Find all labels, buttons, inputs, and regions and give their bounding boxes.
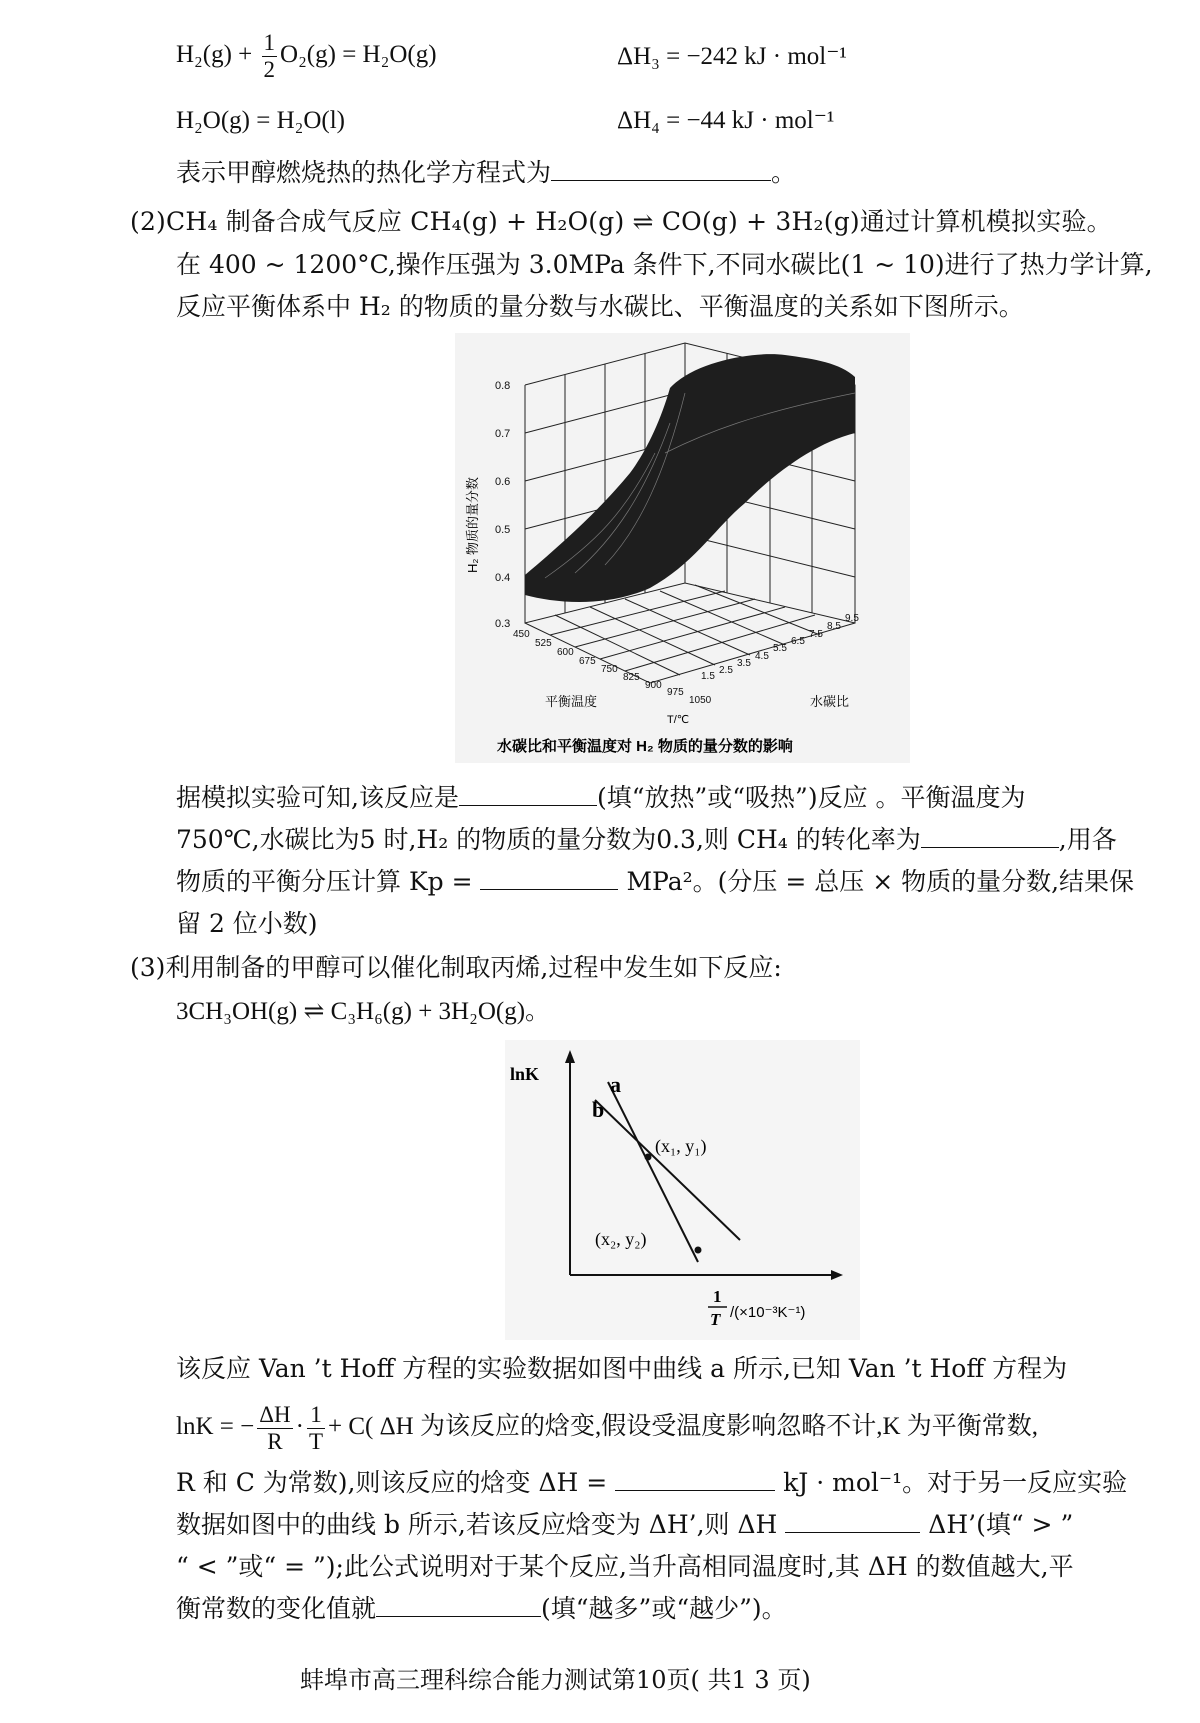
q2b-l3-text-a: 物质的平衡分压计算 Kp = [176, 867, 473, 896]
half-denominator: 2 [263, 57, 276, 82]
y-axis-title: 水碳比 [810, 694, 850, 709]
q3b-l6-text-b: (填“越多”或“越少”)。 [541, 1594, 787, 1623]
q2b-line-3 [176, 867, 1134, 897]
answer-blank-more-less[interactable] [376, 1594, 541, 1617]
eq3-lhs: H₂(g) + [176, 41, 259, 69]
one-over-t-fraction [307, 1402, 325, 1455]
y-tick: 5.5 [773, 643, 787, 654]
y-tick: 3.5 [737, 658, 751, 669]
point-x2-y2 [695, 1247, 702, 1254]
answer-blank-conversion[interactable] [921, 825, 1059, 848]
x-tick: 525 [535, 638, 552, 649]
q3b-line-5: “ < ”或“ = ”);此公式说明对于某个反应,当升高相同温度时,其 ΔH 的数值越大,平 [176, 1552, 1074, 1581]
x-axis-unit: T/℃ [667, 714, 690, 726]
z-tick: 0.8 [495, 380, 511, 392]
answer-blank-compare[interactable] [785, 1510, 920, 1533]
q2b-l2-text-b: ,用各 [1058, 825, 1117, 854]
z-tick: 0.3 [495, 618, 511, 630]
curve-a-label: a [610, 1072, 621, 1097]
half-fraction [262, 30, 278, 83]
t-denominator: T [308, 1429, 323, 1454]
r-denominator: R [267, 1429, 283, 1454]
q2b-l3-text-b: MPa²。(分压 = 总压 × 物质的量分数,结果保 [626, 867, 1135, 896]
q3b-line-2 [176, 1402, 1038, 1455]
eq4-enthalpy: ΔH₄ = −44 kJ · mol⁻¹ [617, 107, 835, 134]
y-tick: 8.5 [827, 621, 841, 632]
y-axis-label: lnK [510, 1064, 540, 1084]
x-tick: 1050 [689, 695, 712, 706]
x-tick: 975 [667, 687, 684, 698]
y-tick: 4.5 [755, 651, 769, 662]
point-1-label: (x₁, y₁) [655, 1136, 707, 1156]
y-tick: 7.5 [809, 629, 823, 640]
vant-hoff-lhs: lnK = − [176, 1413, 255, 1441]
q2b-l1-text-b: (填“放热”或“吸热”)反应 。平衡温度为 [596, 783, 1026, 812]
x-axis-unit: /(×10⁻³K⁻¹) [730, 1304, 806, 1321]
multiply-dot: · [295, 1413, 304, 1441]
q2-line-1: (2)CH₄ 制备合成气反应 CH₄(g) + H₂O(g) ⇌ CO(g) + 3H₂(g)通过计算机模拟实验。 [130, 207, 1112, 236]
vant-hoff-plot [505, 1040, 860, 1340]
methanol-prompt-text: 表示甲醇燃烧热的热化学方程式为 [176, 158, 552, 187]
answer-blank-enthalpy[interactable] [615, 1468, 775, 1491]
x-tick: 675 [579, 656, 596, 667]
z-axis-label: H₂ 物质的量分数 [465, 476, 480, 573]
page-footer: 蚌埠市高三理科综合能力测试第10页( 共1 3 页) [300, 1666, 811, 1694]
q3b-l6-text-a: 衡常数的变化值就 [176, 1594, 377, 1623]
x-label-denominator: T [710, 1310, 721, 1329]
answer-blank-methanol[interactable] [551, 158, 771, 181]
answer-blank-exo-endo[interactable] [459, 783, 597, 806]
q3b-l3-text-a: R 和 C 为常数),则该反应的焓变 ΔH = [176, 1468, 608, 1497]
y-tick: 1.5 [701, 671, 715, 682]
q3b-l4-text-b: ΔH’(填“ > ” [928, 1510, 1074, 1539]
dh-numerator: ΔH [259, 1402, 291, 1427]
q3b-l3-text-b: kJ · mol⁻¹。对于另一反应实验 [783, 1468, 1128, 1497]
x-tick: 750 [601, 664, 618, 675]
x-tick: 825 [623, 672, 640, 683]
x-tick: 450 [513, 629, 530, 640]
q2b-l1-text-a: 据模拟实验可知,该反应是 [176, 783, 459, 812]
x-tick: 600 [557, 647, 574, 658]
q2-line-3: 反应平衡体系中 H₂ 的物质的量分数与水碳比、平衡温度的关系如下图所示。 [176, 292, 1024, 321]
answer-blank-kp[interactable] [480, 867, 618, 890]
q2b-line-2 [176, 825, 1117, 855]
point-2-label: (x₂, y₂) [595, 1229, 647, 1249]
half-numerator: 1 [263, 30, 276, 55]
y-tick: 6.5 [791, 636, 805, 647]
one-numerator: 1 [307, 1402, 325, 1429]
equation-4: H₂O(g) = H₂O(l) [176, 107, 345, 134]
eq3-rhs: O₂(g) = H₂O(g) [280, 41, 437, 69]
q2b-l2-text-a: 750℃,水碳比为5 时,H₂ 的物质的量分数为0.3,则 CH₄ 的转化率为 [176, 825, 921, 854]
q3b-line-4 [176, 1510, 1073, 1540]
q3b-l4-text-a: 数据如图中的曲线 b 所示,若该反应焓变为 ΔH’,则 ΔH [176, 1510, 778, 1539]
q3b-line-1: 该反应 Van ’t Hoff 方程的实验数据如图中曲线 a 所示,已知 Van ’t Hoff 方程为 [176, 1354, 1068, 1383]
eq3-enthalpy: ΔH₃ = −242 kJ · mol⁻¹ [617, 43, 847, 70]
equation-3 [176, 30, 437, 83]
x-tick: 900 [645, 680, 662, 691]
q2-line-2: 在 400 ~ 1200°C,操作压强为 3.0MPa 条件下,不同水碳比(1 ~ 10)进行了热力学计算, [176, 250, 1153, 279]
q2b-line-4: 留 2 位小数) [176, 909, 318, 938]
figure-caption: 水碳比和平衡温度对 H₂ 物质的量分数的影响 [497, 738, 793, 755]
dh-over-r-fraction [257, 1402, 292, 1455]
z-tick: 0.7 [495, 428, 511, 440]
vant-hoff-rest: + C( ΔH 为该反应的焓变,假设受温度影响忽略不计,K 为平衡常数, [328, 1413, 1039, 1441]
q3b-line-3 [176, 1468, 1127, 1498]
z-tick: 0.4 [495, 572, 511, 584]
y-tick: 9.5 [845, 613, 859, 624]
q2b-line-1 [176, 783, 1026, 813]
q3-line-1: (3)利用制备的甲醇可以催化制取丙烯,过程中发生如下反应: [130, 953, 782, 982]
y-tick: 2.5 [719, 665, 733, 676]
h2-fraction-surface-plot [455, 333, 910, 763]
z-tick: 0.6 [495, 476, 511, 488]
x-axis-title: 平衡温度 [545, 694, 598, 709]
z-tick: 0.5 [495, 524, 511, 536]
curve-b-label: b [592, 1097, 605, 1122]
point-x1-y1 [645, 1154, 652, 1161]
methanol-equation-prompt [176, 158, 796, 188]
q3b-line-6 [176, 1594, 787, 1624]
q3-line-2: 3CH₃OH(g) ⇌ C₃H₆(g) + 3H₂O(g)。 [176, 998, 551, 1025]
methanol-prompt-end: 。 [771, 158, 797, 187]
x-label-numerator: 1 [713, 1287, 722, 1306]
